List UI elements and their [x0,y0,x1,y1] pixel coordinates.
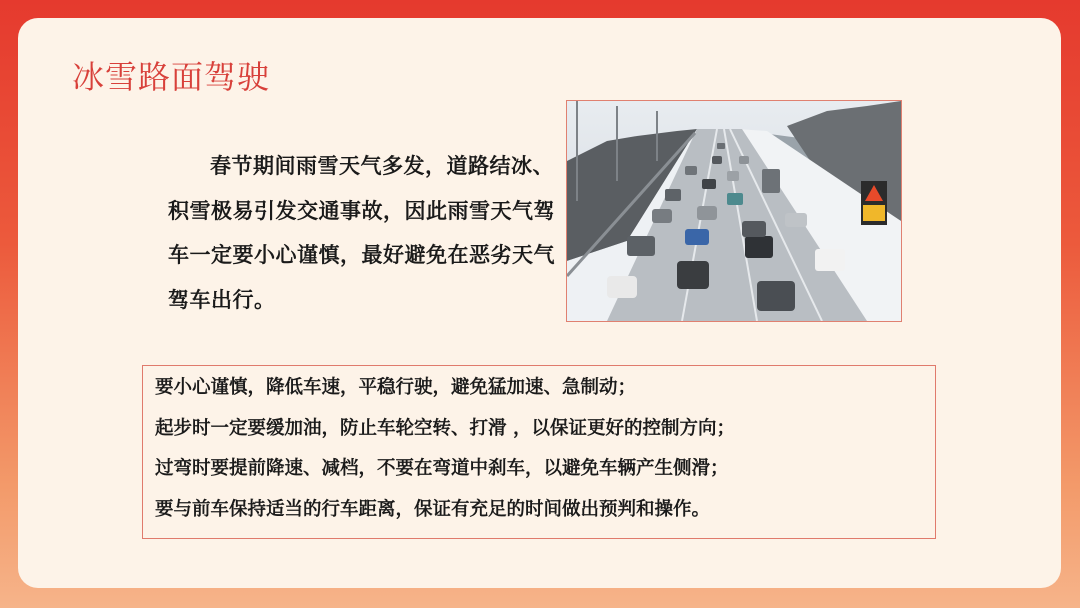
safety-tips-box [142,365,936,539]
tip-item: 过弯时要提前降速、减档，不要在弯道中刹车，以避免车辆产生侧滑； [155,458,729,479]
slide-card [18,18,1061,588]
intro-paragraph: 春节期间雨雪天气多发，道路结冰、积雪极易引发交通事故，因此雨雪天气驾车一定要小心谨慎，最好避免在恶劣天气驾车出行。 [168,154,555,312]
snowy-highway-photo [566,100,902,322]
tip-item: 起步时一定要缓加油，防止车轮空转、打滑 ，以保证更好的控制方向； [155,417,735,439]
tip-item: 要与前车保持适当的行车距离，保证有充足的时间做出预判和操作。 [155,498,711,520]
slide-title: 冰雪路面驾驶 [72,58,271,96]
tip-item: 要小心谨慎，降低车速，平稳行驶，避免猛加速、急制动； [155,377,637,398]
